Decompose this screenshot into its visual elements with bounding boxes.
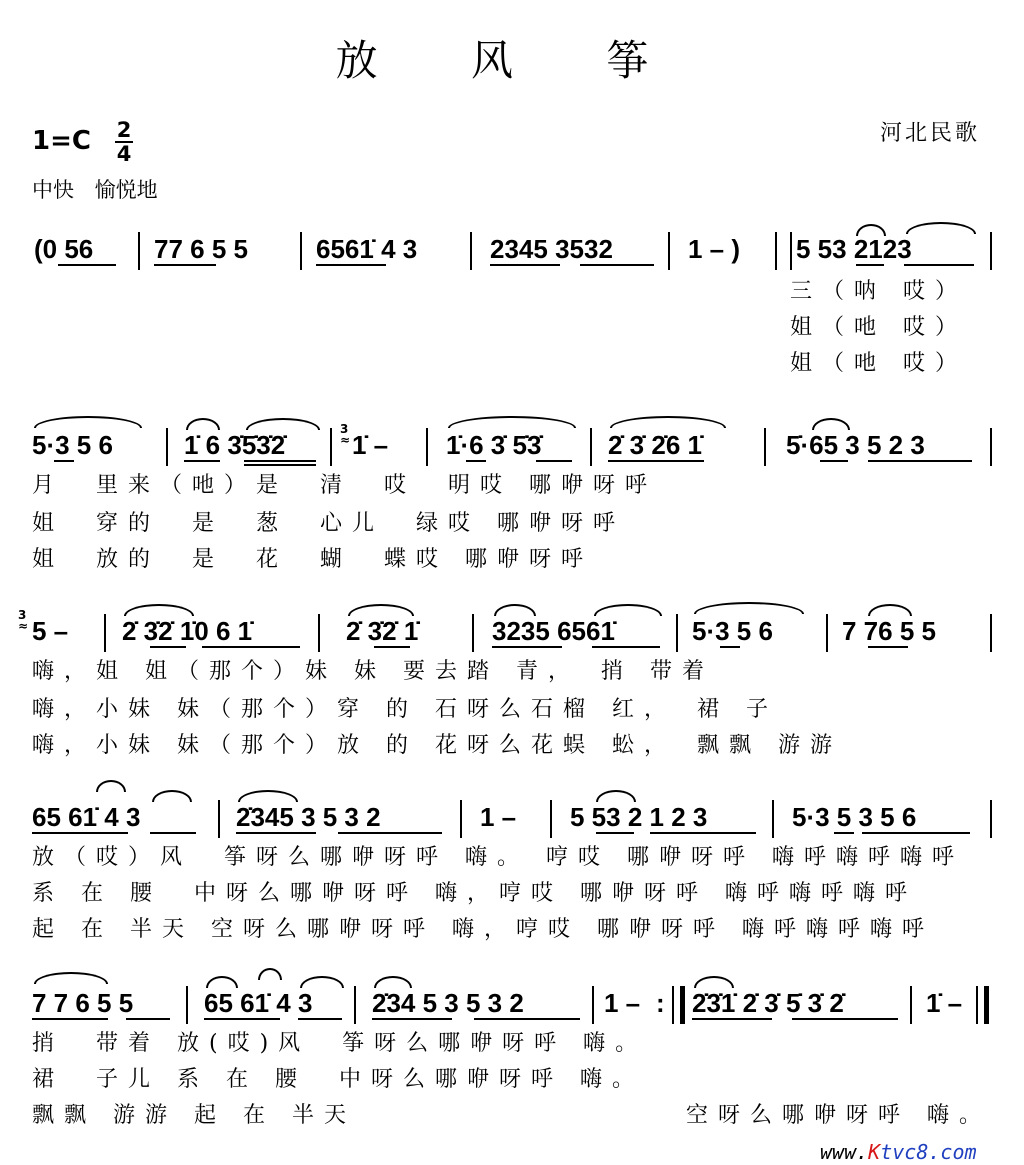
lyric-s5-v2: 裙 子儿 系 在 腰 中呀么哪咿呀呼 嗨。 — [32, 1067, 644, 1092]
site-watermark: www.Ktvc8.com — [820, 1140, 977, 1164]
lyric-s2-v2: 姐 穿的 是 葱 心儿 绿哎 哪咿呀呼 — [32, 511, 625, 536]
lyric-s4-v1: 放（哎）风 筝呀么哪咿呀呼 嗨。 哼哎 哪咿呀呼 嗨呼嗨呼嗨呼 — [32, 845, 964, 870]
measure-3-6: 7 76 5 5 — [842, 616, 936, 646]
measure-2-3: 1̇ – — [352, 430, 389, 460]
measure-5-6: 1̇ – — [926, 988, 963, 1018]
measure-1-3: 6561̇ 4 3 — [316, 234, 418, 264]
measure-5-4: 1 – — [604, 988, 641, 1018]
measure-3-4: 3235 6561̇ — [492, 616, 615, 646]
lyric-s2-v1: 月 里来（吔）是 清 哎 明哎 哪咿呀呼 — [32, 473, 657, 498]
lyric-s5-v1: 捎 带着 放(哎)风 筝呀么哪咿呀呼 嗨。 — [32, 1031, 648, 1056]
measure-5-5: 2̇3̇1̇ 2̇ 3̇ 5̇ 3̇ 2̇ — [692, 988, 844, 1018]
lyric-s4-v2: 系 在 腰 中呀么哪咿呀呼 嗨，哼哎 哪咿呀呼 嗨呼嗨呼嗨呼 — [32, 881, 917, 906]
key-signature: 1=C — [32, 126, 91, 156]
measure-4-5: 5·3 5 3 5 6 — [792, 802, 917, 832]
measure-1-1: (0 56 — [34, 234, 94, 264]
lyric-s3-v1: 嗨，姐 姐（那个）妹 妹 要去踏 青， 捎 带着 — [32, 659, 714, 684]
measure-2-2: 1̇ 6 3̇5̇3̇2̇ — [184, 430, 286, 460]
measure-1-5: 1 – ) — [688, 234, 741, 264]
lyric-s3-v3: 嗨，小妹 妹（那个）放 的 花呀么花蜈 蚣， 飘飘 游游 — [32, 733, 842, 758]
measure-5-1: 7 7 6 5 5 — [32, 988, 134, 1018]
measure-4-4: 5 53 2 1 2 3 — [570, 802, 708, 832]
song-title: 放 风 筝 — [335, 36, 689, 85]
composer-credit: 河北民歌 — [880, 121, 981, 146]
measure-3-5: 5·3 5 6 — [692, 616, 773, 646]
time-signature — [114, 120, 134, 164]
lyric-s2-v3: 姐 放的 是 花 蝴 蝶哎 哪咿呀呼 — [32, 547, 593, 572]
measure-5-2: 65 61̇ 4 3 — [204, 988, 313, 1018]
lyric-s3-v2: 嗨，小妹 妹（那个）穿 的 石呀么石榴 红， 裙 子 — [32, 697, 778, 722]
tempo-marking: 中快 愉悦地 — [32, 178, 158, 202]
lyric-s5-v3: 飘飘 游游 起 在 半天 — [32, 1103, 356, 1128]
measure-5-3: 2̇34 5 3 5 3 2 — [372, 988, 524, 1018]
measure-1-6: 5 53 2123 — [796, 234, 912, 264]
measure-4-2: 2̇345 3 5 3 2 — [236, 802, 381, 832]
lyric-s1-v2: 姐（吔 哎） — [790, 315, 967, 340]
measure-2-1: 5·3 5 6 — [32, 430, 113, 460]
measure-3-3: 2̇ 3̇2̇ 1̇ — [346, 616, 419, 646]
measure-1-2: 77 6 5 5 — [154, 234, 248, 264]
lyric-s4-v3: 起 在 半天 空呀么哪咿呀呼 嗨，哼哎 哪咿呀呼 嗨呼嗨呼嗨呼 — [32, 917, 934, 942]
measure-3-2: 2̇ 3̇2̇ 1̇0 6 1̇ — [122, 616, 253, 646]
measure-3-1: 5 – — [32, 616, 69, 646]
measure-2-6: 5̇·65 3 5 2 3 — [786, 430, 925, 460]
time-signature-top: 2 — [116, 118, 132, 142]
lyric-s5-v3-end: 空呀么哪咿呀呼 嗨。 — [686, 1103, 991, 1128]
measure-4-3: 1 – — [480, 802, 517, 832]
measure-1-4: 2345 3532 — [490, 234, 613, 264]
lyric-s1-v1: 三（呐 哎） — [790, 279, 967, 304]
measure-2-5: 2̇ 3̇ 2̇6 1̇ — [608, 430, 702, 460]
lyric-s1-v3: 姐（吔 哎） — [790, 351, 967, 376]
time-signature-bottom: 4 — [116, 142, 132, 166]
measure-2-4: 1̇·6 3̇ 5̇3̇ — [446, 430, 542, 460]
measure-4-1: 65 61̇ 4 3 — [32, 802, 141, 832]
